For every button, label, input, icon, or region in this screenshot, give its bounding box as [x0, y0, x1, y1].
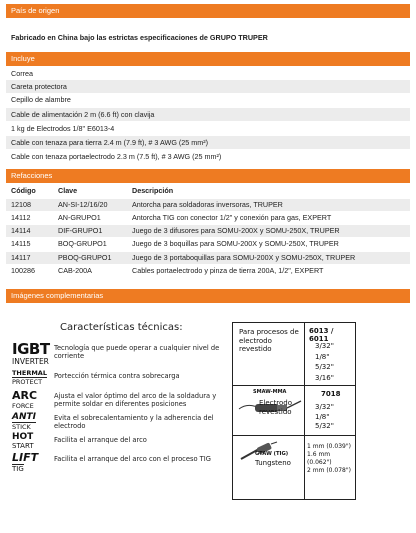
col2-header: 7018	[321, 390, 341, 398]
feature-igbt	[12, 342, 222, 370]
header-key: Clave	[58, 186, 78, 195]
includes-item: Cable con tenaza para tierra 2.4 m (7.9 ft), # 3 AWG (25 mm²)	[6, 136, 410, 149]
thermal-protect-logo: THERMAL PROTECT	[12, 369, 47, 386]
cell-description: Juego de 3 difusores para SOMU-200X y SOMU-250X, TRUPER	[132, 226, 340, 235]
header-description: Descripción	[132, 186, 174, 195]
parts-section-header: Refacciones	[6, 169, 410, 183]
feature-description: Facilita el arranque del arco	[54, 436, 147, 444]
feature-description: Tecnología que puede operar a cualquier nivel de corriente	[54, 344, 220, 361]
cell-code: 14117	[11, 253, 31, 262]
parts-table-header	[6, 184, 410, 197]
cell-description: Antorcha para soldadoras inversoras, TRUPER	[132, 200, 283, 209]
table-row	[6, 265, 410, 277]
arc-force-logo: ARC FORCE	[12, 389, 38, 410]
includes-item: Cable de alimentación 2 m (6.6 ft) con clavija	[6, 108, 410, 121]
includes-item: Cable con tenaza portaelectrodo 2.3 m (7.5 ft), # 3 AWG (25 mm²)	[11, 152, 222, 161]
panel-divider	[304, 323, 305, 499]
includes-item: Careta protectora	[6, 80, 410, 93]
cell-code: 14112	[11, 213, 31, 222]
feature-lift-tig	[12, 452, 222, 480]
includes-item: Cepillo de alambre	[11, 95, 71, 104]
cell-description: Juego de 3 portaboquillas para SOMU-200X y SOMU-250X, TRUPER	[132, 253, 356, 262]
table-row	[6, 238, 410, 250]
cell-code: 14115	[11, 239, 31, 248]
includes-section-header: Incluye	[6, 52, 410, 66]
cell-key: CAB-200A	[58, 266, 92, 275]
panel-divider	[233, 435, 355, 436]
gtaw-label: Tungsteno	[255, 459, 291, 467]
panel-divider	[233, 385, 355, 386]
table-row	[6, 225, 410, 237]
origin-text: Fabricado en China bajo las estrictas especificaciones de GRUPO TRUPER	[11, 33, 268, 42]
includes-item: Correa	[11, 69, 33, 78]
header-code: Código	[11, 186, 36, 195]
includes-item: 1 kg de Electrodos 1/8" E6013-4	[11, 124, 115, 133]
cell-description: Antorcha TIG con conector 1/2" y conexión para gas, EXPERT	[132, 213, 332, 222]
electrode-specs-panel	[232, 322, 356, 500]
col2-values: 3/32" 1/8" 5/32"	[315, 403, 334, 430]
feature-description: Portección térmica contra sobrecarga	[54, 372, 180, 380]
cell-key: PBOQ-GRUPO1	[58, 253, 112, 262]
table-row	[6, 252, 410, 264]
feature-description: Facilita el arranque del arco con el proceso TIG	[54, 455, 211, 463]
panel-left-header: Para procesos de electrodo revestido	[239, 328, 299, 353]
gtaw-tag: GTAW (TIG)	[255, 451, 289, 457]
smaw-tag: SMAW-MMA	[253, 389, 287, 395]
cell-description: Juego de 3 boquillas para SOMU-200X y SOMU-250X, TRUPER	[132, 239, 339, 248]
feature-description: Ajusta el valor óptimo del arco de la soldadura y permite soldar en diferentes posiciones	[54, 392, 217, 409]
cell-code: 12108	[11, 200, 31, 209]
col1-header: 6013 / 6011	[309, 327, 334, 343]
table-row	[6, 199, 410, 211]
cell-code: 14114	[11, 226, 31, 235]
cell-key: DIF-GRUPO1	[58, 226, 103, 235]
cell-key: AN-SI-12/16/20	[58, 200, 108, 209]
col1-values: 3/32" 1/8" 5/32" 3/16"	[315, 342, 334, 382]
igbt-inverter-logo: IGBT INVERTER	[12, 340, 50, 366]
hot-start-logo: HOT START	[12, 432, 34, 450]
features-title: Características técnicas:	[60, 322, 183, 333]
cell-code: 100286	[11, 266, 35, 275]
cell-key: AN-GRUPO1	[58, 213, 101, 222]
origin-section-header: País de origen	[6, 4, 410, 18]
table-row	[6, 212, 410, 224]
feature-description: Evita el sobrecalentamiento y la adherencia del electrodo	[54, 414, 214, 431]
cell-key: BOQ-GRUPO1	[58, 239, 107, 248]
images-section-header: Imágenes complementarias	[6, 289, 410, 303]
smaw-label: Electrodo revestido	[259, 399, 293, 416]
tig-values: 1 mm (0.039") 1.6 mm (0.062") 2 mm (0.078")	[307, 443, 351, 474]
anti-stick-logo: ANTI STICK	[12, 412, 36, 431]
lift-tig-logo: LIFT TIG	[12, 451, 39, 473]
cell-description: Cables portaelectrodo y pinza de tierra 200A, 1/2", EXPERT	[132, 266, 324, 275]
